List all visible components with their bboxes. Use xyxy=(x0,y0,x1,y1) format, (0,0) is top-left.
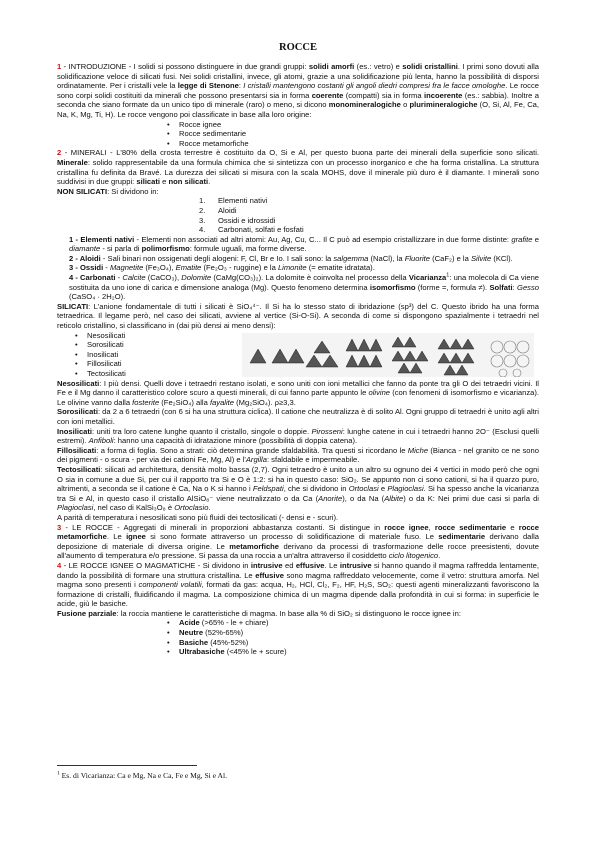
section-number: 4 xyxy=(57,560,62,570)
list-item: 1. Elementi nativi xyxy=(199,196,268,206)
term: Tectosilicati xyxy=(57,464,101,474)
term: monomineralogiche xyxy=(328,100,401,110)
origin-list xyxy=(164,120,539,149)
text: : L'anione fondamentale di tutti i silicati è SiO₄⁴⁻. Il Si ha lo stesso stato di ibridazione (sp³) del C. Questo ibrido ha una forma tetraedrica. Il legame però, nel caso dei silicati, avviene al vertice (Si-O-Si). A seconda di come si dispongono spazialmente i tetraedri nel reticolo cristallino, si classificano in (dai più densi ai meno densi): xyxy=(57,301,539,331)
text: . Le xyxy=(324,560,340,570)
subheading: 2 - Aloidi xyxy=(69,253,101,263)
list-item: • Nesosilicati xyxy=(72,331,126,341)
term: Ematite xyxy=(175,263,202,273)
term: solidi amorfi xyxy=(308,62,355,71)
text: - si parla di xyxy=(100,244,142,254)
term: Albite xyxy=(384,493,404,503)
footnote-number: 1 xyxy=(57,770,60,777)
term: fosterite xyxy=(132,397,160,407)
sorosilicati-paragraph xyxy=(57,407,539,426)
text: (CaF₂) e la xyxy=(430,253,471,263)
text: (45%-52%) xyxy=(208,637,249,647)
text: : a forma di foglia. Sono a strati: ciò determina grande sfaldabilità. Tra questi si ricordano le xyxy=(96,445,408,455)
carbonati-paragraph xyxy=(57,273,539,302)
term: ciclo litogenico xyxy=(388,551,439,561)
list-item: 3. Ossidi e idrossidi xyxy=(199,215,276,225)
text: (Fe₂O₃ - ruggine) e la xyxy=(201,263,278,273)
term: silicati xyxy=(136,177,161,187)
term: rocce sedimentarie xyxy=(434,522,507,532)
text: : una molecola di Ca viene sostituita da uno ione di carica e dimensione analoga (Mg). Questo fenomeno determina xyxy=(69,273,540,292)
text: : Si dividono in: xyxy=(107,186,159,196)
text: e xyxy=(532,234,539,244)
section-rocce-ignee xyxy=(57,561,539,609)
text: . Le xyxy=(106,532,127,542)
term: metamorfiche xyxy=(229,541,280,551)
text: si hanno quando il magma raffredda lentamente, dando la possibilità di formare una struttura cristallina. Le xyxy=(57,560,539,580)
parita-paragraph: A parità di temperatura i nesosilicati sono più fluidi dei tectosilicati (- densi e - scuri). xyxy=(57,512,339,522)
text: (CaSO₄ · 2H₂O). xyxy=(69,292,126,302)
section-number: 1 xyxy=(57,62,62,71)
term: Gesso xyxy=(517,282,539,292)
text: e xyxy=(160,177,169,187)
nesosilicati-paragraph xyxy=(57,379,539,408)
text: : xyxy=(512,282,518,292)
term: Miche xyxy=(407,445,429,455)
text: : lunghe catene in cui i tetraedri hanno 2O⁻ (Esclusi quelli estremi). xyxy=(57,426,539,446)
term: rocce ignee xyxy=(384,522,429,532)
text: e xyxy=(378,484,388,494)
text: - INTRODUZIONE - I solidi si possono distinguere in due grandi gruppi: xyxy=(61,62,309,71)
term: incoerente xyxy=(423,90,463,100)
term: Vicarianza xyxy=(408,273,447,283)
term: Sorosilicati xyxy=(57,407,98,417)
text: : I più densi. Quelli dove i tetraedri restano isolati, e sono uniti con ioni metallici che fanno da ponte tra gli O dei tetraedri vicini. Il Fe e il Mg danno il caratteristico colore scuro a questi minerali, di cui fanno parte appunto le xyxy=(57,378,539,398)
list-item: • Tectosilicati xyxy=(72,369,126,379)
term: Pirosseni xyxy=(311,426,343,436)
list-item: • Rocce ignee xyxy=(164,120,539,130)
text: ) o da K: Nei primi due casi si parla di xyxy=(403,493,539,503)
term: Anfiboli xyxy=(88,436,114,446)
footnote-text: Es. di Vicarianza: Ca e Mg, Na e Ca, Fe e Mg, Si e Al. xyxy=(59,771,228,780)
list-item xyxy=(164,647,539,657)
term: SILICATI xyxy=(57,301,89,311)
footnote-divider xyxy=(57,765,197,766)
section-number: 3 xyxy=(57,522,62,532)
term: NON SILICATI xyxy=(57,186,108,196)
text: . Le rocce sono corpi solidi costituiti da minerali che possono presentarsi sia in forma xyxy=(57,81,539,100)
term: Minerale xyxy=(57,157,88,167)
list-item: • Rocce sedimentarie xyxy=(164,129,539,139)
tectosilicati-paragraph xyxy=(57,465,539,513)
term: polimorfismo xyxy=(141,244,190,254)
term: intrusive xyxy=(339,560,372,570)
term: grafite xyxy=(511,234,533,244)
list-item: • Sorosilicati xyxy=(72,340,126,350)
text: - xyxy=(103,263,110,273)
term: Anorite xyxy=(318,493,343,503)
term: Ortoclasio xyxy=(174,503,209,513)
text: , xyxy=(428,522,435,532)
list-item xyxy=(164,628,539,638)
term: Nesosilicati xyxy=(57,378,100,388)
text: : xyxy=(238,81,244,91)
list-item: 4. Carbonati, solfati e fosfati xyxy=(199,225,304,235)
text: (Mg₂SiO₄). ρ≥3,3. xyxy=(234,397,296,407)
aloidi-paragraph xyxy=(57,254,539,264)
term: ignee xyxy=(126,532,146,542)
term: olivine xyxy=(368,388,391,398)
list-item: • Rocce metamorfiche xyxy=(164,139,539,149)
fillosilicati-paragraph xyxy=(57,446,539,465)
text: e xyxy=(506,522,519,532)
section-intro xyxy=(57,62,539,120)
silicati-list-with-figure xyxy=(57,331,539,379)
text: : uniti tra loro catene lunghe quanto il cristallo, singole o doppie. xyxy=(92,426,312,436)
text: , che si dividono in xyxy=(283,484,349,494)
text: (52%-65%) xyxy=(203,628,244,638)
term: Basiche xyxy=(179,637,209,647)
text: (<45% le + scure) xyxy=(224,647,287,657)
footnote xyxy=(57,771,227,781)
text: (Fe₃O₄), xyxy=(143,263,176,273)
text: - MINERALI - L'80% della crosta terrestre è costituito da O, Si e Al, per questo buona parte dei minerali della superficie sono silicati. xyxy=(61,148,539,158)
term: Limonite xyxy=(277,263,307,273)
text: - Elementi non associati ad altri atomi: Au, Ag, Cu, C... Il C può ad esempio cristallizzare in due forme distinte: xyxy=(134,234,512,244)
text: derivano dalla deposizione di materiale di diversa origine. Le xyxy=(57,532,539,551)
section-minerali xyxy=(57,148,539,186)
text: : silicati ad architettura, densità molto bassa (2,7). Ogni tetraedro è unito a un altro su ognuno dei 4 vertici in modo però che ogni O sia in comune a due Si, per cui il rapporto tra Si e O è 1:2: si ha in questo caso: SiO₂. Se appunto non ci sono cationi, si ha il quarzo puro, altrimenti, a seconda se il catione è Ca, Na o K si hanno i xyxy=(57,464,539,494)
term: Neutre xyxy=(179,628,204,638)
term: Inosilicati xyxy=(57,426,93,436)
text: (O, Si, Al, Fe, Ca, Na, K, Mg, Ti, H). Le rocce vengono poi classificate in base alla loro origine: xyxy=(57,100,540,119)
text: : hanno una capacità di idratazione minore (possibilità di doppia catena). xyxy=(113,436,358,446)
term: Magnetite xyxy=(109,263,144,273)
igneous-types-list xyxy=(164,618,539,656)
term: Fluorite xyxy=(404,253,431,263)
text: (CaMg(CO₃)₂). La dolomite è coinvolta nel processo della xyxy=(211,273,409,283)
document-page xyxy=(57,42,539,657)
text: - LE ROCCE IGNEE O MAGMATICHE - Si dividono in xyxy=(61,560,251,570)
subheading: 1 - Elementi nativi xyxy=(69,234,135,244)
text: (es.: sabbia). Inoltre a seconda che siano formate da un unico tipo di minerale (raro) o meno, si dicono xyxy=(57,90,539,110)
law-text: I cristalli mantengono costanti gli angoli diedri compresi fra le facce omologhe xyxy=(243,81,506,91)
text: . I primi sono dovuti alla solidificazione veloce di silicati fusi. Nei solidi cristallini, invece, gli atomi, grazie a una solidificazione più lenta, hanno la possibilità di disporsi ordinatamente. Per i cristalli vele la xyxy=(57,62,539,91)
term: effusive xyxy=(255,570,284,580)
term: coerente xyxy=(311,90,344,100)
term: Silvite xyxy=(470,253,492,263)
term: Solfati xyxy=(489,282,513,292)
text: (es.: vetro) e xyxy=(354,62,403,71)
term: Ultrabasiche xyxy=(179,647,225,657)
term: Dolomite xyxy=(181,273,212,283)
text: - LE ROCCE - Aggregati di minerali in proporzioni abbastanza costanti. Si distingue in xyxy=(61,522,385,532)
term: solidi cristallini xyxy=(402,62,458,71)
text: - Sali binari non ossigenati degli alogeni: F, Cl, Br e Io. I sali sono: la xyxy=(100,253,334,263)
term: isomorfismo xyxy=(369,282,416,292)
silicati-paragraph xyxy=(57,302,539,331)
term: sedimentarie xyxy=(438,532,486,542)
silicati-list xyxy=(72,331,126,379)
text: (= ematite idratata). xyxy=(306,263,375,273)
term: Fillosilicati xyxy=(57,445,97,455)
text: , formati da gas: acqua, H₂, HCl, Cl₂, F₂, HF, H₂S, SO₂: questi agenti mineralizzanti favoriscono la formazione di cristalli, fluidificando il magma. La composizione chimica di un magma dipende dalla profondità in cui si forma: in superficie le acide, giù le basiche. xyxy=(57,580,539,609)
term: Feldspati xyxy=(252,484,284,494)
term: fayalite xyxy=(209,397,235,407)
text: - xyxy=(115,273,123,283)
term: Argilla xyxy=(245,455,267,465)
text: , nel caso di KalSi₃O₈ è xyxy=(93,503,175,513)
text: : la roccia mantiene le caratteristiche di magma. In base alla % di SiO₂ si distinguono le rocce ignee in: xyxy=(116,608,461,618)
list-item xyxy=(164,638,539,648)
text: si sono formate attraverso un processo di solidificazione di materiale fuso. Le xyxy=(145,532,439,542)
term: Ortoclasi xyxy=(348,484,379,494)
text: sono magma raffreddato velocemente, come il vetro: struttura amorfa. Nel magma sono presenti i xyxy=(57,570,539,590)
text: . xyxy=(208,177,211,187)
text: : solido rappresentabile da una formula chimica che si sintetizza con un processo inorganico e che ha forma cristallina. La struttura cristallina fu definita da Bravé. La durezza dei silicati si misura con la scala MOHS, dove il minerale più duro è il diamante. I minerali sono suddivisi in due gruppi: xyxy=(57,157,539,187)
text: (CaCO₃), xyxy=(145,273,182,283)
text: (forme =, formula ≠). xyxy=(415,282,490,292)
list-item: • Fillosilicati xyxy=(72,359,126,369)
silicate-structures-figure xyxy=(242,333,534,377)
text: derivano da processi di trasformazione delle rocce preesistenti, dovute all'aumento di temperatura e/o pressione. Si passa da una roccia a un'altra attraverso il cosiddetto xyxy=(57,541,539,561)
text: . xyxy=(208,503,211,513)
term: Acide xyxy=(179,618,200,628)
text: : da 2 a 6 tetraedri (con 6 si ha una struttura ciclica). Il catione che neutralizza è di solito Al. Ogni gruppo di tetraedri è unito agli altri con ioni metallici. xyxy=(57,407,539,426)
text: o xyxy=(400,100,410,110)
term: Fusione parziale xyxy=(57,608,117,618)
text: : formule uguali, ma forme diverse. xyxy=(189,244,307,254)
term: Calcite xyxy=(122,273,146,283)
term: Plagioclasi xyxy=(57,503,94,513)
footnote-ref: 1 xyxy=(446,272,450,279)
term: intrusive xyxy=(250,560,283,570)
inosilicati-paragraph xyxy=(57,427,539,446)
list-item: 2. Aloidi xyxy=(199,205,237,215)
term: non silicati xyxy=(168,177,209,187)
text: (Bianca - nel granito ce ne sono dei pigmenti - o scura - per via dei cationi Fe, Mg, Al) e l' xyxy=(57,445,539,465)
text: ed xyxy=(282,560,296,570)
non-silicati-heading xyxy=(57,187,539,197)
list-item xyxy=(164,618,539,628)
text: (compatti) sia in forma xyxy=(343,90,424,100)
term: diamante xyxy=(69,244,101,254)
term: legge di Stenone xyxy=(177,81,239,91)
text: (con fenomeni di isomorfismo e vicarianza). Le olivine vanno dalla xyxy=(57,388,540,407)
section-rocce xyxy=(57,523,539,561)
subheading: 4 - Carbonati xyxy=(69,273,116,283)
text: . Si ha spesso anche la vicarianza tra Si e Al, in questo caso il cristallo AlSiO₈⁻ viene neutralizzato o da Ca ( xyxy=(57,484,539,503)
term: Plagioclasi xyxy=(387,484,424,494)
text: (>65% - le + chiare) xyxy=(199,618,269,628)
term: plurimineralogiche xyxy=(409,100,478,110)
term: rocce metamorfiche xyxy=(57,522,539,542)
list-item: • Inosilicati xyxy=(72,350,126,360)
page-title: ROCCE xyxy=(279,42,317,53)
elementi-nativi-paragraph xyxy=(57,235,539,254)
term: effusive xyxy=(295,560,325,570)
text: (NaCl), la xyxy=(368,253,405,263)
term: salgemma xyxy=(333,253,369,263)
text: . xyxy=(438,551,441,561)
subheading: 3 - Ossidi xyxy=(69,263,104,273)
text: (Fe₂SiO₄) alla xyxy=(159,397,210,407)
non-silicati-list xyxy=(187,196,539,234)
text: : sfaldabile e impermeabile. xyxy=(266,455,360,465)
section-number: 2 xyxy=(57,148,62,158)
ossidi-paragraph xyxy=(57,263,539,273)
text: ), o da Na ( xyxy=(342,493,385,503)
term: componenti volatili xyxy=(138,580,202,590)
fusione-paragraph xyxy=(57,609,539,619)
text: (KCl). xyxy=(491,253,513,263)
